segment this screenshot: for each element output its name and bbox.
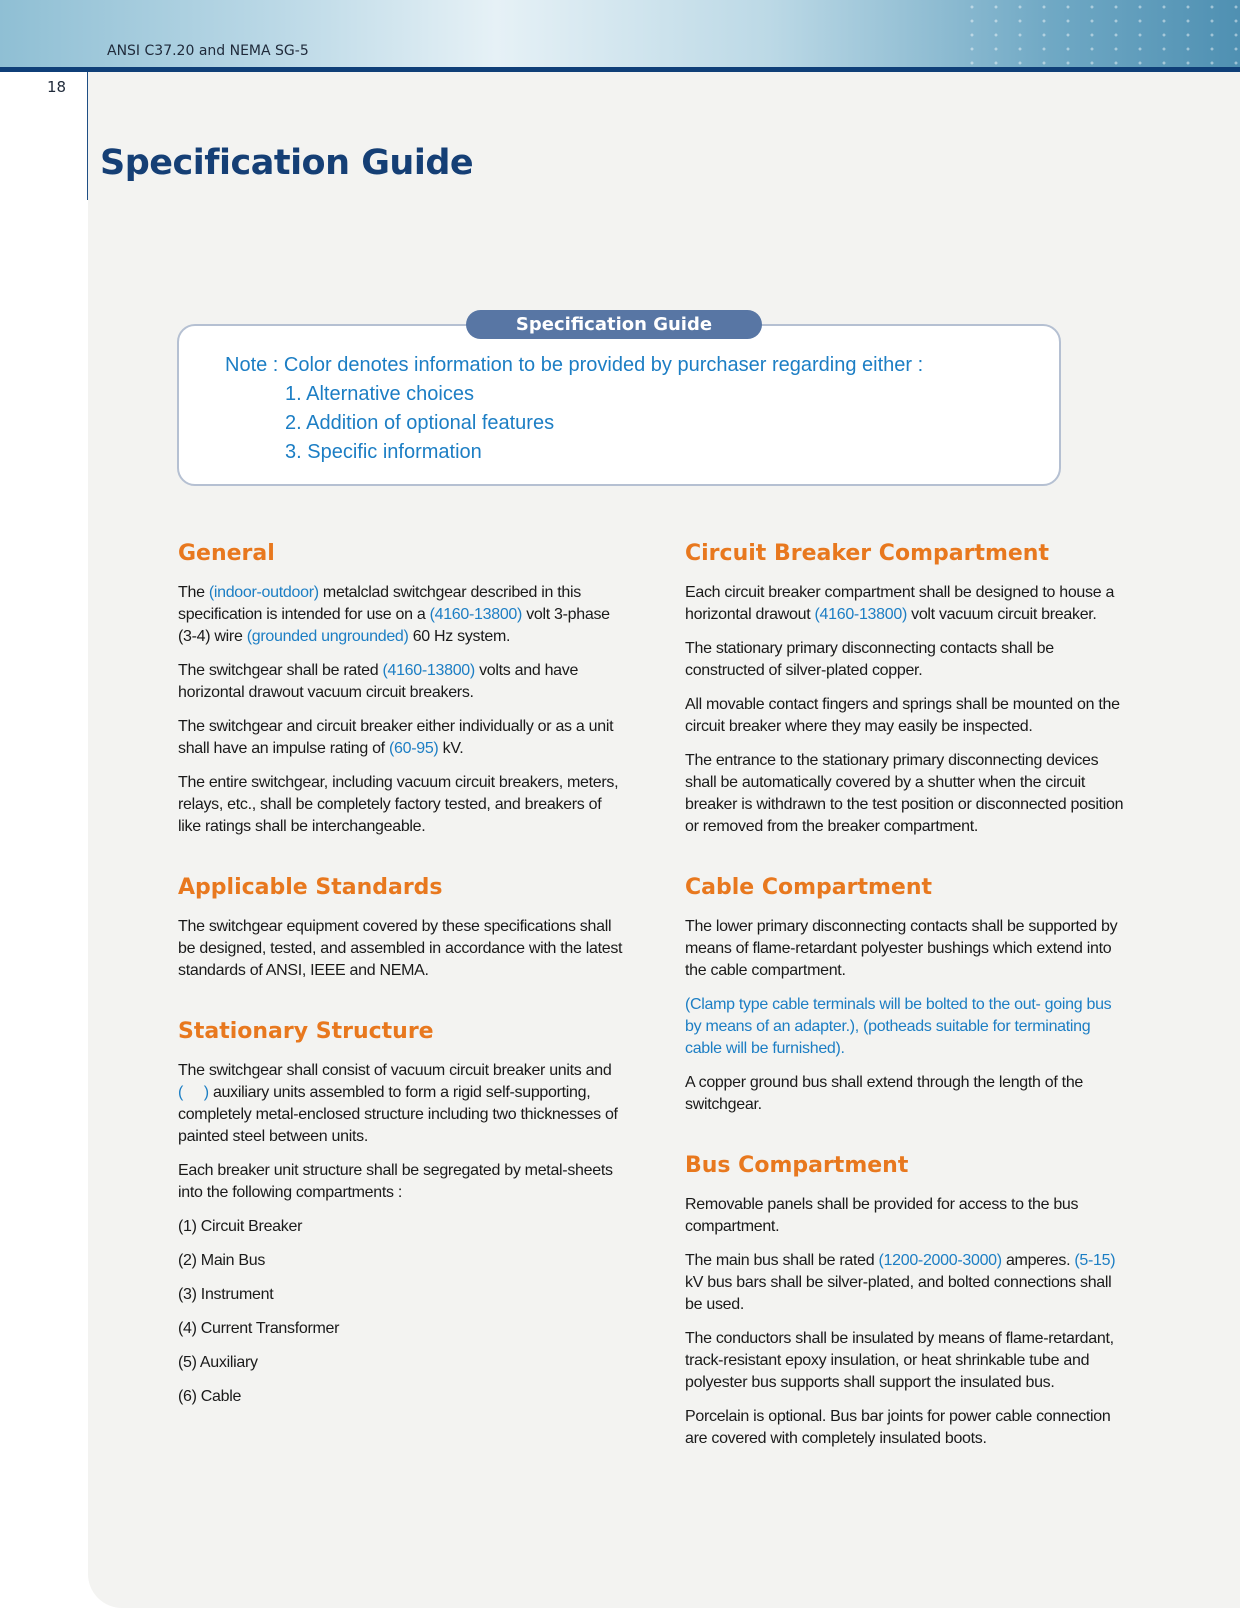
paragraph: All movable contact fingers and springs shall be mounted on the circuit breaker where they may easily be inspected. <box>685 696 1120 735</box>
list-item: (2) Main Bus <box>178 1252 266 1269</box>
header-dot-pattern <box>960 0 1240 68</box>
section-applicable-standards <box>178 874 623 982</box>
page-title: Specification Guide <box>100 143 474 183</box>
paragraph: The switchgear equipment covered by these specifications shall be designed, tested, and assembled in accordance with the latest standards of ANSI, IEEE and NEMA. <box>178 918 623 979</box>
paragraph: Porcelain is optional. Bus bar joints for power cable connection are covered with completely insulated boots. <box>685 1408 1111 1447</box>
paragraph: The switchgear shall consist of vacuum circuit breaker units and ( ) auxiliary units assembled to form a rigid self-supporting, completely metal-enclosed structure including two thicknesses of painted steel between units. <box>178 1062 618 1145</box>
running-title: ANSI C37.20 and NEMA SG-5 <box>107 43 309 59</box>
paragraph: The switchgear shall be rated (4160-13800) volts and have horizontal drawout vacuum circuit breakers. <box>178 662 579 701</box>
paragraph: The (indoor-outdoor) metalclad switchgear described in this specification is intended for use on a (4160-13800) volt 3-phase (3-4) wire (grounded ungrounded) 60 Hz system. <box>178 584 610 645</box>
note-intro: Note : Color denotes information to be provided by purchaser regarding either : <box>225 354 924 376</box>
purchaser-choice: (60-95) <box>388 740 439 757</box>
paragraph: The entire switchgear, including vacuum circuit breakers, meters, relays, etc., shall be completely factory tested, and breakers of like ratings shall be interchangeable. <box>178 774 619 835</box>
section-heading: Circuit Breaker Compartment <box>685 541 1049 566</box>
paragraph: Each breaker unit structure shall be segregated by metal-sheets into the following compartments : <box>178 1162 613 1201</box>
paragraph: Removable panels shall be provided for access to the bus compartment. <box>685 1196 1079 1235</box>
purchaser-choice-paragraph: (Clamp type cable terminals will be bolted to the out- going bus by means of an adapter.), (potheads suitable for terminating cable will be furnished). <box>685 996 1112 1057</box>
purchaser-choice: (grounded ungrounded) <box>246 628 409 645</box>
list-item: (5) Auxiliary <box>178 1354 258 1371</box>
purchaser-choice: (4160-13800) <box>429 606 523 623</box>
section-general <box>178 540 623 838</box>
paragraph: The lower primary disconnecting contacts shall be supported by means of flame-retardant polyester bushings which extend into the cable compartment. <box>685 918 1118 979</box>
page-number: 18 <box>47 78 67 96</box>
section-heading: Stationary Structure <box>178 1019 434 1044</box>
section-stationary-structure <box>178 1018 623 1408</box>
purchaser-choice: (indoor-outdoor) <box>208 584 319 601</box>
paragraph: The main bus shall be rated (1200-2000-3000) amperes. (5-15) kV bus bars shall be silver-plated, and bolted connections shall be used. <box>685 1252 1116 1313</box>
list-item: (6) Cable <box>178 1388 242 1405</box>
left-column <box>178 540 623 1444</box>
section-heading: Applicable Standards <box>178 875 443 900</box>
purchaser-choice: ( ) <box>178 1084 209 1101</box>
purchaser-choice: (1200-2000-3000) <box>878 1252 1002 1269</box>
paragraph: The conductors shall be insulated by means of flame-retardant, track-resistant epoxy insulation, or heat shrinkable tube and polyester bus supports shall support the insulated bus. <box>685 1330 1114 1391</box>
margin-rule <box>87 72 88 200</box>
note-box-tab: Specification Guide <box>466 310 762 339</box>
section-circuit-breaker-compartment <box>685 540 1130 838</box>
paragraph: Each circuit breaker compartment shall be designed to house a horizontal drawout (4160-13800) volt vacuum circuit breaker. <box>685 584 1115 623</box>
paragraph: The entrance to the stationary primary disconnecting devices shall be automatically covered by a shutter when the circuit breaker is withdrawn to the test position or disconnected position or removed from the breaker compartment. <box>685 752 1124 835</box>
paragraph: The stationary primary disconnecting contacts shall be constructed of silver-plated copper. <box>685 640 1054 679</box>
section-heading: General <box>178 541 275 566</box>
section-heading: Bus Compartment <box>685 1153 909 1178</box>
note-item: 1. Alternative choices <box>285 383 474 405</box>
list-item: (3) Instrument <box>178 1286 274 1303</box>
note-item: 3. Specific information <box>285 441 482 463</box>
list-item: (1) Circuit Breaker <box>178 1218 303 1235</box>
right-column <box>685 540 1130 1486</box>
purchaser-choice: (5-15) <box>1074 1252 1116 1269</box>
paragraph: A copper ground bus shall extend through the length of the switchgear. <box>685 1074 1084 1113</box>
list-item: (4) Current Transformer <box>178 1320 340 1337</box>
section-cable-compartment <box>685 874 1130 1116</box>
section-heading: Cable Compartment <box>685 875 933 900</box>
section-bus-compartment <box>685 1152 1130 1450</box>
note-item: 2. Addition of optional features <box>285 412 555 434</box>
purchaser-choice: (4160-13800) <box>814 606 907 623</box>
paragraph: The switchgear and circuit breaker either individually or as a unit shall have an impulse rating of (60-95) kV. <box>178 718 614 757</box>
purchaser-choice: (4160-13800) <box>382 662 475 679</box>
